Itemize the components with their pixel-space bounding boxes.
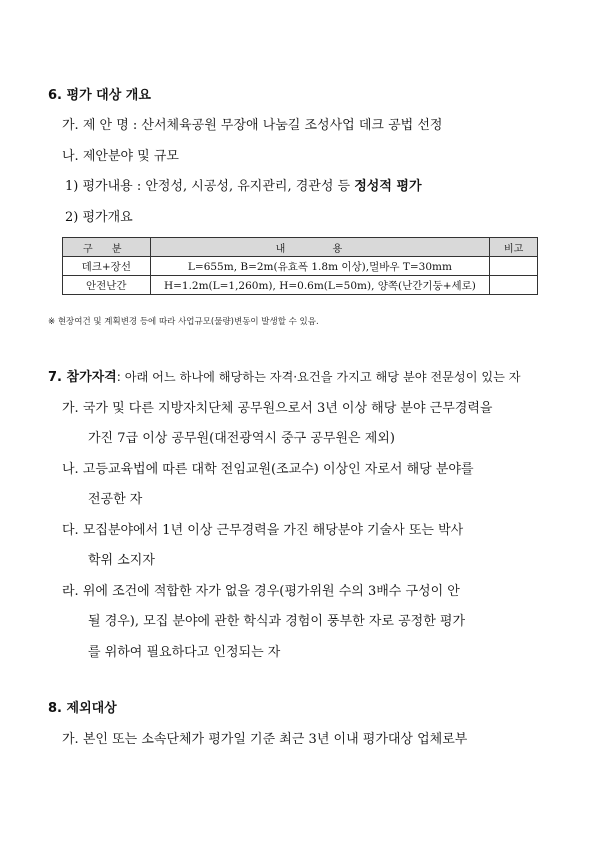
table-cell [490,276,538,295]
table-header-row [63,238,538,257]
section7-heading-line [48,366,521,385]
qualification-ra-line2: 될 경우), 모집 분야에 관한 학식과 경험이 풍부한 자로 공정한 평가 [88,614,466,629]
evaluation-overview-line: 2) 평가개요 [65,210,133,225]
evaluation-content-line [65,175,422,194]
section6-title: 6. 평가 대상 개요 [48,88,151,103]
table-header-category: 구 분 [63,238,151,257]
section7-title: 7. 참가자격 [48,370,117,385]
qualification-ga-line2: 가진 7급 이상 공무원(대전광역시 중구 공무원은 제외) [88,431,395,446]
qualification-na-line1: 나. 고등교육법에 따른 대학 전임교원(조교수) 이상인 자로서 해당 분야를 [62,462,474,477]
table-cell: 데크+장선 [63,257,151,276]
evaluation-content-emphasis: 정성적 평가 [354,179,422,194]
qualification-ra-line3: 를 위하여 필요하다고 인정되는 자 [88,645,281,660]
table-row [63,257,538,276]
table-header-content: 내 용 [150,238,490,257]
section7-intro: : 아래 어느 하나에 해당하는 자격·요건을 가지고 해당 분야 전문성이 있는 자 [116,370,521,384]
qualification-da-line1: 다. 모집분야에서 1년 이상 근무경력을 가진 해당분야 기술사 또는 박사 [62,523,464,538]
evaluation-content-text: 1) 평가내용 : 안정성, 시공성, 유지관리, 경관성 등 [65,179,355,194]
table-row [63,276,538,295]
qualification-ra-line1: 라. 위에 조건에 적합한 자가 없을 경우(평가위원 수의 3배수 구성이 안 [62,584,460,599]
evaluation-table [62,237,538,295]
table-header-remarks: 비고 [490,238,538,257]
exclusion-ga-line1: 가. 본인 또는 소속단체가 평가일 기준 최근 3년 이내 평가대상 업체로부 [62,732,468,747]
table-cell: L=655m, B=2m(유효폭 1.8m 이상),멀바우 T=30mm [150,257,490,276]
qualification-da-line2: 학위 소지자 [88,553,155,568]
table-cell: H=1.2m(L=1,260m), H=0.6m(L=50m), 양쪽(난간기둥+세로) [150,276,490,295]
footnote: ※ 현장여건 및 계획변경 등에 따라 사업규모(물량)변동이 발생할 수 있음. [48,317,319,327]
table-cell [490,257,538,276]
qualification-na-line2: 전공한 자 [88,492,143,507]
section8-title: 8. 제외대상 [48,701,117,716]
proposal-field-line: 나. 제안분야 및 규모 [62,149,179,164]
proposal-name-line: 가. 제 안 명 : 산서체육공원 무장애 나눔길 조성사업 데크 공법 선정 [62,118,443,133]
table-cell: 안전난간 [63,276,151,295]
qualification-ga-line1: 가. 국가 및 다른 지방자치단체 공무원으로서 3년 이상 해당 분야 근무경력을 [62,401,493,416]
